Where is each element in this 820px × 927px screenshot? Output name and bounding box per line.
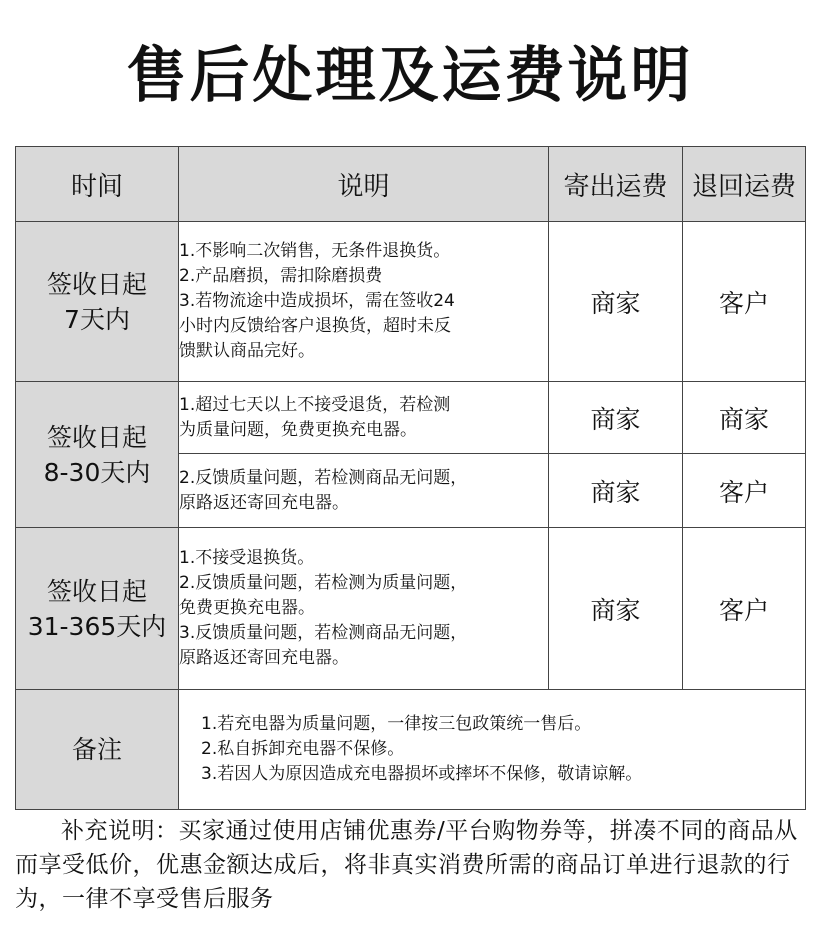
table-row-7-days xyxy=(16,222,806,382)
return-fee-cell: 客户 xyxy=(683,454,806,528)
description-line: 为质量问题，免费更换充电器。 xyxy=(179,419,417,440)
description-line: 1.超过七天以上不接受退货，若检测 xyxy=(179,394,451,415)
description-line: 小时内反馈给客户退换货，超时未反 xyxy=(179,316,451,336)
after-sales-table xyxy=(15,146,806,810)
period-range: 8-30天内 xyxy=(43,457,151,487)
period-7-days-cell xyxy=(16,222,179,382)
return-fee-cell: 客户 xyxy=(683,222,806,382)
send-fee-cell: 商家 xyxy=(549,528,683,690)
table-header-row xyxy=(16,147,806,222)
period-8-30-days-cell xyxy=(16,382,179,528)
description-line: 原路返还寄回充电器。 xyxy=(179,492,349,513)
table-row-8-30-days-a xyxy=(16,382,806,454)
description-line: 馈默认商品完好。 xyxy=(179,341,315,361)
table-row-remarks xyxy=(16,690,806,810)
description-line: 3.若物流途中造成损坏，需在签收24 xyxy=(179,291,455,311)
description-line: 2.反馈质量问题，若检测商品无问题， xyxy=(179,467,468,488)
period-31-365-days-description xyxy=(179,528,549,690)
remark-line: 3.若因人为原因造成充电器损坏或摔坏不保修，敬请谅解。 xyxy=(201,764,643,784)
send-fee-cell: 商家 xyxy=(549,454,683,528)
return-fee-cell: 客户 xyxy=(683,528,806,690)
description-line: 1.不影响二次销售，无条件退换货。 xyxy=(179,241,451,261)
period-8-30-days-description-a xyxy=(179,382,549,454)
send-fee-cell: 商家 xyxy=(549,382,683,454)
remarks-label-cell: 备注 xyxy=(16,690,179,810)
period-range: 7天内 xyxy=(64,304,130,334)
header-description: 说明 xyxy=(179,147,549,222)
description-line: 原路返还寄回充电器。 xyxy=(179,648,349,668)
description-line: 3.反馈质量问题，若检测商品无问题， xyxy=(179,623,468,643)
description-line: 1.不接受退换货。 xyxy=(179,548,315,568)
page-title: 售后处理及运费说明 xyxy=(126,41,694,111)
description-line: 免费更换充电器。 xyxy=(179,598,315,618)
send-fee-cell: 商家 xyxy=(549,222,683,382)
period-label: 签收日起 xyxy=(46,576,147,606)
remark-line: 1.若充电器为质量问题，一律按三包政策统一售后。 xyxy=(201,714,592,734)
period-label: 签收日起 xyxy=(46,269,147,299)
header-time: 时间 xyxy=(16,147,179,222)
description-line: 2.反馈质量问题，若检测为质量问题， xyxy=(179,573,468,593)
remark-line: 2.私自拆卸充电器不保修。 xyxy=(201,739,405,759)
period-range: 31-365天内 xyxy=(27,611,167,641)
return-fee-cell: 商家 xyxy=(683,382,806,454)
header-send-fee: 寄出运费 xyxy=(549,147,683,222)
header-return-fee: 退回运费 xyxy=(683,147,806,222)
table-row-31-365-days xyxy=(16,528,806,690)
remarks-content xyxy=(179,690,806,810)
period-label: 签收日起 xyxy=(46,422,147,452)
description-line: 2.产品磨损，需扣除磨损费 xyxy=(179,266,383,286)
period-7-days-description xyxy=(179,222,549,382)
supplement-note: 补充说明：买家通过使用店铺优惠券/平台购物券等，拼凑不同的商品从而享受低价，优惠金额达成后，将非真实消费所需的商品订单进行退款的行为，一律不享受售后服务 xyxy=(15,818,798,912)
period-8-30-days-description-b xyxy=(179,454,549,528)
period-31-365-days-cell xyxy=(16,528,179,690)
